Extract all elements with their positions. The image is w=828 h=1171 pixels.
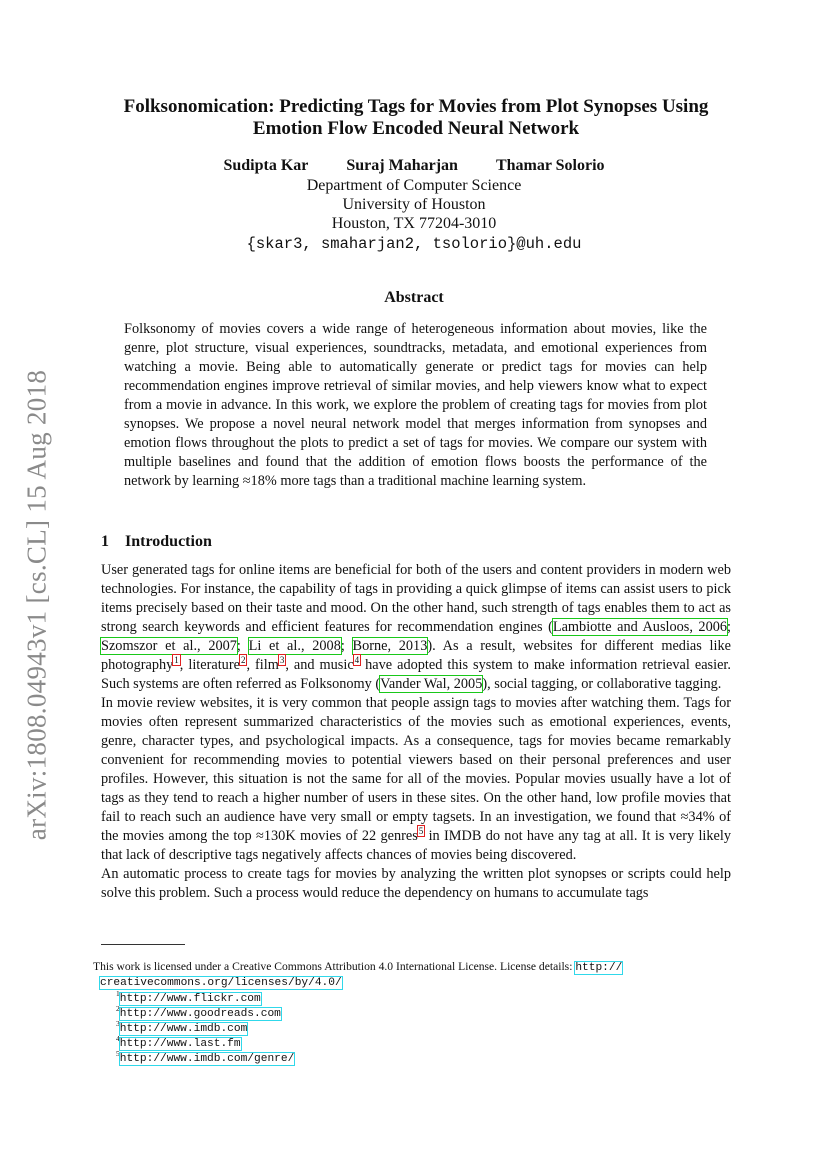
text-run: in IMDB do not have any tag at all. It is very likely that lack of descriptive tags negatively affects chances of movies being discovered. [101,828,732,863]
author-email: {skar3, smaharjan2, tsolorio}@uh.edu [246,235,582,253]
footnote-divider [101,944,185,945]
citation-link[interactable]: Szomszor et al., 2007 [101,638,237,654]
citation-link[interactable]: Li et al., 2008 [248,638,341,654]
author-list [0,157,828,175]
license-url-link[interactable]: http:// [575,962,623,974]
title-line-2: Emotion Flow Encoded Neural Network [252,118,580,139]
footnote-url-link[interactable]: http://www.goodreads.com [119,1008,281,1020]
introduction-body [101,561,731,903]
footnote-ref-link[interactable]: 4 [354,655,360,666]
author-name: Suraj Maharjan [346,157,458,174]
arxiv-id: arXiv:1808.04943v1 [cs.CL] 15 Aug 2018 [21,369,52,841]
footnote-number: 1 [116,989,120,999]
citation-link[interactable]: Lambiotte and Ausloos, 2006 [552,619,728,635]
section-heading [101,533,212,551]
license-footnote [93,960,733,990]
paragraph [101,561,731,694]
text-run: In movie review websites, it is very common that people assign tags to movies after watching them. Tags for movies often represent summarized characteristics of the movies such as emotional experiences, events, genre, character types, and psychological impacts. As a consequence, tags for movies became remarkably convenient for recommending movies to potential viewers based on their personal preferences and user profiles. However, this situation is not the same for all of the movies. Popular movies usually have a lot of tags as they tend to reach a higher number of users in these sites. On the other hand, low profile movies that fail to reach such an audience have very small or empty tagsets. In an investigation, we found that ≈34% of the movies among the top ≈130K movies of 22 genres [101,695,731,844]
license-url-link[interactable]: creativecommons.org/licenses/by/4.0/ [100,977,342,989]
footnote-url-link[interactable]: http://www.imdb.com [119,1023,248,1035]
arxiv-sidebar-stamp [22,360,52,850]
text-run: , and music [285,657,354,673]
footnote-ref-link[interactable]: 2 [240,655,246,666]
author-name: Sudipta Kar [223,157,309,174]
title-line-1: Folksonomication: Predicting Tags for Movies from Plot Synopses Using [123,96,709,117]
footnote-url-link[interactable]: http://www.last.fm [119,1038,241,1050]
footnote-item [116,991,261,1006]
footnote-ref-link[interactable]: 5 [418,826,424,837]
affiliation-city: Houston, TX 77204-3010 [331,215,497,232]
footnote-number: 3 [116,1019,120,1029]
affiliation-dept: Department of Computer Science [306,177,522,194]
text-run: ; [236,638,249,654]
citation-link[interactable]: Vander Wal, 2005 [380,676,483,692]
footnote-ref-link[interactable]: 1 [174,655,179,666]
text-run: ; [727,619,732,635]
paragraph: An automatic process to create tags for movies by analyzing the written plot synopses or scripts could help solve this problem. Such a process would reduce the dependency on humans to accumulate tags [101,866,731,901]
paper-title [96,96,736,140]
text-run: ; [340,638,353,654]
text-run: , film [246,657,279,673]
text-run: ). As a result, websites for different medias like photography [101,638,731,673]
text-run: have adopted this system to make information retrieval easier. Such systems are often referred as Folksonomy ( [101,657,731,692]
paragraph [101,694,731,865]
footnote-item [116,1006,281,1021]
footnote-item [116,1021,247,1036]
footnote-url-link[interactable]: http://www.flickr.com [119,993,261,1005]
footnote-number: 5 [116,1049,120,1059]
footnote-url-link[interactable]: http://www.imdb.com/genre/ [119,1053,295,1065]
affiliation-univ: University of Houston [342,196,486,213]
footnote-number: 2 [116,1004,120,1014]
license-text: This work is licensed under a Creative Commons Attribution 4.0 International License. License details: [93,960,576,973]
section-title: Introduction [125,533,212,550]
abstract-body: Folksonomy of movies covers a wide range of heterogeneous information about movies, like the genre, plot structure, visual experiences, soundtracks, metadata, and emotional experiences from watching a movie. Being able to automatically generate or predict tags for movies can help recommendation engines improve retrieval of similar movies, and help viewers know what to expect from a movie in advance. In this work, we explore the problem of creating tags for movies from plot synopses. We propose a novel neural network model that merges information from synopses and emotion flows throughout the plots to predict a set of tags for movies. We compare our system with multiple baselines and found that the addition of emotion flows boosts the performance of the network by learning ≈18% more tags than a traditional machine learning system. [124,321,707,489]
footnote-number: 4 [116,1034,120,1044]
footnote-ref-link[interactable]: 3 [279,655,285,666]
footnote-item [116,1051,294,1066]
text-run: User generated tags for online items are beneficial for both of the users and content providers in modern web technologies. For instance, the capability of tags in providing a quick glimpse of items can assist users to pick items precisely based on their taste and mood. On the other hand, such strength of tags enables them to act as strong search keywords and efficient features for recommendation engines ( [101,562,731,635]
author-name: Thamar Solorio [495,157,605,174]
footnote-item [116,1036,241,1051]
citation-link[interactable]: Borne, 2013 [352,638,428,654]
abstract-heading: Abstract [384,289,444,306]
text-run: ), social tagging, or collaborative tagging. [482,676,722,692]
text-run: , literature [179,657,240,673]
section-number: 1 [101,533,109,550]
